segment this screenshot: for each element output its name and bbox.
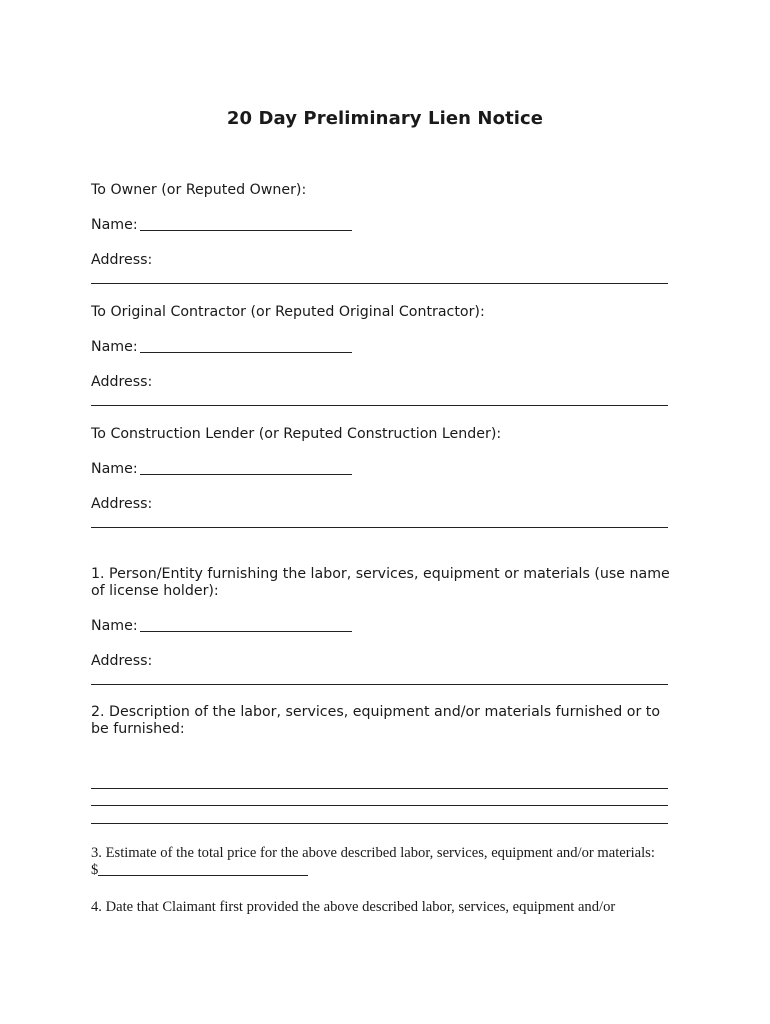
- claimant-address-field[interactable]: [91, 684, 668, 685]
- owner-address-label: Address:: [91, 252, 153, 268]
- contractor-heading: To Original Contractor (or Reputed Original Contractor):: [91, 304, 485, 320]
- contractor-name-label: Name:: [91, 339, 138, 355]
- description-heading: 2. Description of the labor, services, equipment and/or materials furnished or to be furnished:: [91, 704, 661, 737]
- contractor-name-field[interactable]: [140, 339, 352, 353]
- owner-name-field[interactable]: [140, 217, 352, 231]
- owner-name-label: Name:: [91, 217, 138, 233]
- contractor-address-label: Address:: [91, 374, 153, 390]
- owner-heading: To Owner (or Reputed Owner):: [91, 182, 307, 198]
- estimate-currency: $: [91, 862, 99, 878]
- lender-name-label: Name:: [91, 461, 138, 477]
- claimant-name-row: [91, 618, 352, 635]
- lender-address-field[interactable]: [91, 527, 668, 528]
- description-field-line-2[interactable]: [91, 805, 668, 806]
- description-field-line-1[interactable]: [91, 788, 668, 789]
- owner-address-field[interactable]: [91, 283, 668, 284]
- claimant-name-field[interactable]: [140, 618, 352, 632]
- contractor-address-field[interactable]: [91, 405, 668, 406]
- lender-heading: To Construction Lender (or Reputed Construction Lender):: [91, 426, 502, 442]
- document-title: 20 Day Preliminary Lien Notice: [226, 108, 544, 129]
- date-text: 4. Date that Claimant first provided the above described labor, services, equipment and/or: [91, 899, 616, 915]
- claimant-heading: 1. Person/Entity furnishing the labor, services, equipment or materials (use name of license holder):: [91, 566, 670, 599]
- estimate-amount-row: [91, 862, 308, 879]
- owner-name-row: [91, 217, 352, 234]
- lender-address-label: Address:: [91, 496, 153, 512]
- lender-name-field[interactable]: [140, 461, 352, 475]
- description-field-line-3[interactable]: [91, 823, 668, 824]
- claimant-address-label: Address:: [91, 653, 153, 669]
- lender-name-row: [91, 461, 352, 478]
- estimate-amount-field[interactable]: [98, 863, 308, 876]
- estimate-text: 3. Estimate of the total price for the above described labor, services, equipment and/or materials:: [91, 845, 655, 861]
- claimant-name-label: Name:: [91, 618, 138, 634]
- contractor-name-row: [91, 339, 352, 356]
